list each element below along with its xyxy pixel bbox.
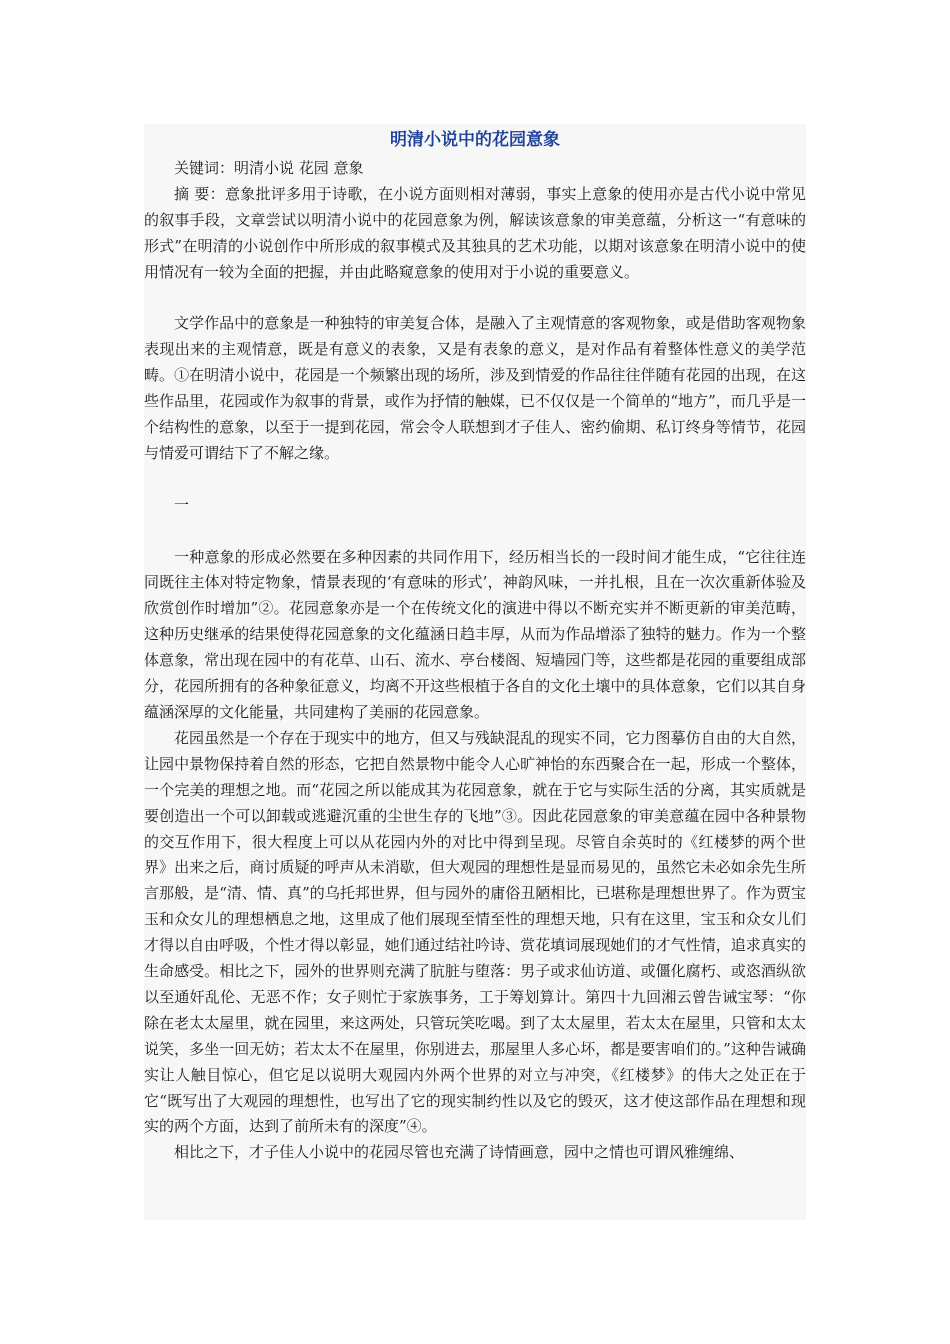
section-number: 一	[174, 495, 190, 514]
spacer	[144, 467, 806, 493]
body-paragraph-2: 花园虽然是一个存在于现实中的地方，但又与残缺混乱的现实不同，它力图摹仿自由的大自然，让园中景物保持着自然的形态，它把自然景物中能令人心旷神怡的东西聚合在一起，形成一个整体，一个完美的理想之地。而“花园之所以能成其为花园意象，就在于它与实际生活的分离，其实质就是要创造出一个可以卸载或逃避沉重的尘世生存的飞地”③。因此花园意象的审美意蕴在园中各种景物的交互作用下，很大程度上可以从花园内外的对比中得到呈现。尽管自余英时的《红楼梦的两个世界》出来之后，商讨质疑的呼声从未消歇，但大观园的理想性是显而易见的，虽然它未必如余先生所言那般，是“清、情、真”的乌托邦世界，但与园外的庸俗丑陋相比，已堪称是理想世界了。作为贾宝玉和众女儿的理想栖息之地，这里成了他们展现至情至性的理想天地，只有在这里，宝玉和众女儿们才得以自由呼吸，个性才得以彰显，她们通过结社吟诗、赏花填词展现她们的才气性情，追求真实的生命感受。相比之下，园外的世界则充满了肮脏与堕落：男子或求仙访道、或僵化腐朽、或恣酒纵欲以至通奸乱伦、无恶不作；女子则忙于家族事务，工于筹划算计。第四十九回湘云曾告诫宝琴：“你除在老太太屋里，就在园里，来这两处，只管玩笑吃喝。到了太太屋里，若太太在屋里，只管和太太说笑，多坐一回无妨；若太太不在屋里，你别进去，那屋里人多心坏，都是要害咱们的。”这种告诫确实让人触目惊心，但它足以说明大观园内外两个世界的对立与冲突，《红楼梦》的伟大之处正在于它“既写出了大观园的理想性，也写出了它的现实制约性以及它的毁灭，这才使这部作品在理想和现实的两个方面，达到了前所未有的深度”④。	[144, 728, 806, 1136]
abstract-text: 意象批评多用于诗歌，在小说方面则相对薄弱，事实上意象的使用亦是古代小说中常见的叙事手段，文章尝试以明清小说中的花园意象为例，解读该意象的审美意蕴，分析这一“有意味的形式”在明清的小说创作中所形成的叙事模式及其独具的艺术功能，以期对该意象在明清小说中的使用情况有一较为全面的把握，并由此略窥意象的使用对于小说的重要意义。	[144, 184, 806, 281]
article-title: 明清小说中的花园意象	[390, 130, 560, 150]
body-paragraph-1: 一种意象的形成必然要在多种因素的共同作用下，经历相当长的一段时间才能生成，“它往往连同既往主体对特定物象，情景表现的‘有意味的形式’，神韵风味，一并扎根，且在一次次重新体验及欣赏创作时增加”②。花园意象亦是一个在传统文化的演进中得以不断充实并不断更新的审美范畴，这种历史继承的结果使得花园意象的文化蕴涵日趋丰厚，从而为作品增添了独特的魅力。作为一个整体意象，常出现在园中的有花草、山石、流水、亭台楼阁、短墙园门等，这些都是花园的重要组成部分，花园所拥有的各种象征意义，均离不开这些根植于各自的文化土壤中的具体意象，它们以其自身蕴涵深厚的文化能量，共同建构了美丽的花园意象。	[144, 547, 806, 721]
keywords-label: 关键词：	[174, 159, 235, 177]
abstract-label: 摘 要：	[174, 184, 225, 203]
spacer	[144, 519, 806, 545]
intro-paragraph: 文学作品中的意象是一种独特的审美复合体，是融入了主观情意的客观物象，或是借助客观物象表现出来的主观情意，既是有意义的表象，又是有表象的意义，是对作品有着整体性意义的美学范畴。①在明清小说中，花园是一个频繁出现的场所，涉及到情爱的作品往往伴随有花园的出现，在这些作品里，花园或作为叙事的背景，或作为抒情的触媒，已不仅仅是一个简单的“地方”，而几乎是一个结构性的意象，以至于一提到花园，常会令人联想到才子佳人、密约偷期、私订终身等情节，花园与情爱可谓结下了不解之缘。	[144, 314, 806, 462]
keywords-value: 明清小说 花园 意象	[234, 159, 364, 177]
body-paragraph-3: 相比之下，才子佳人小说中的花园尽管也充满了诗情画意，园中之情也可谓风雅缠绵、	[174, 1143, 745, 1162]
keywords-line	[144, 156, 806, 182]
abstract-paragraph	[144, 182, 806, 286]
article-body	[144, 124, 806, 1220]
spacer	[144, 286, 806, 312]
